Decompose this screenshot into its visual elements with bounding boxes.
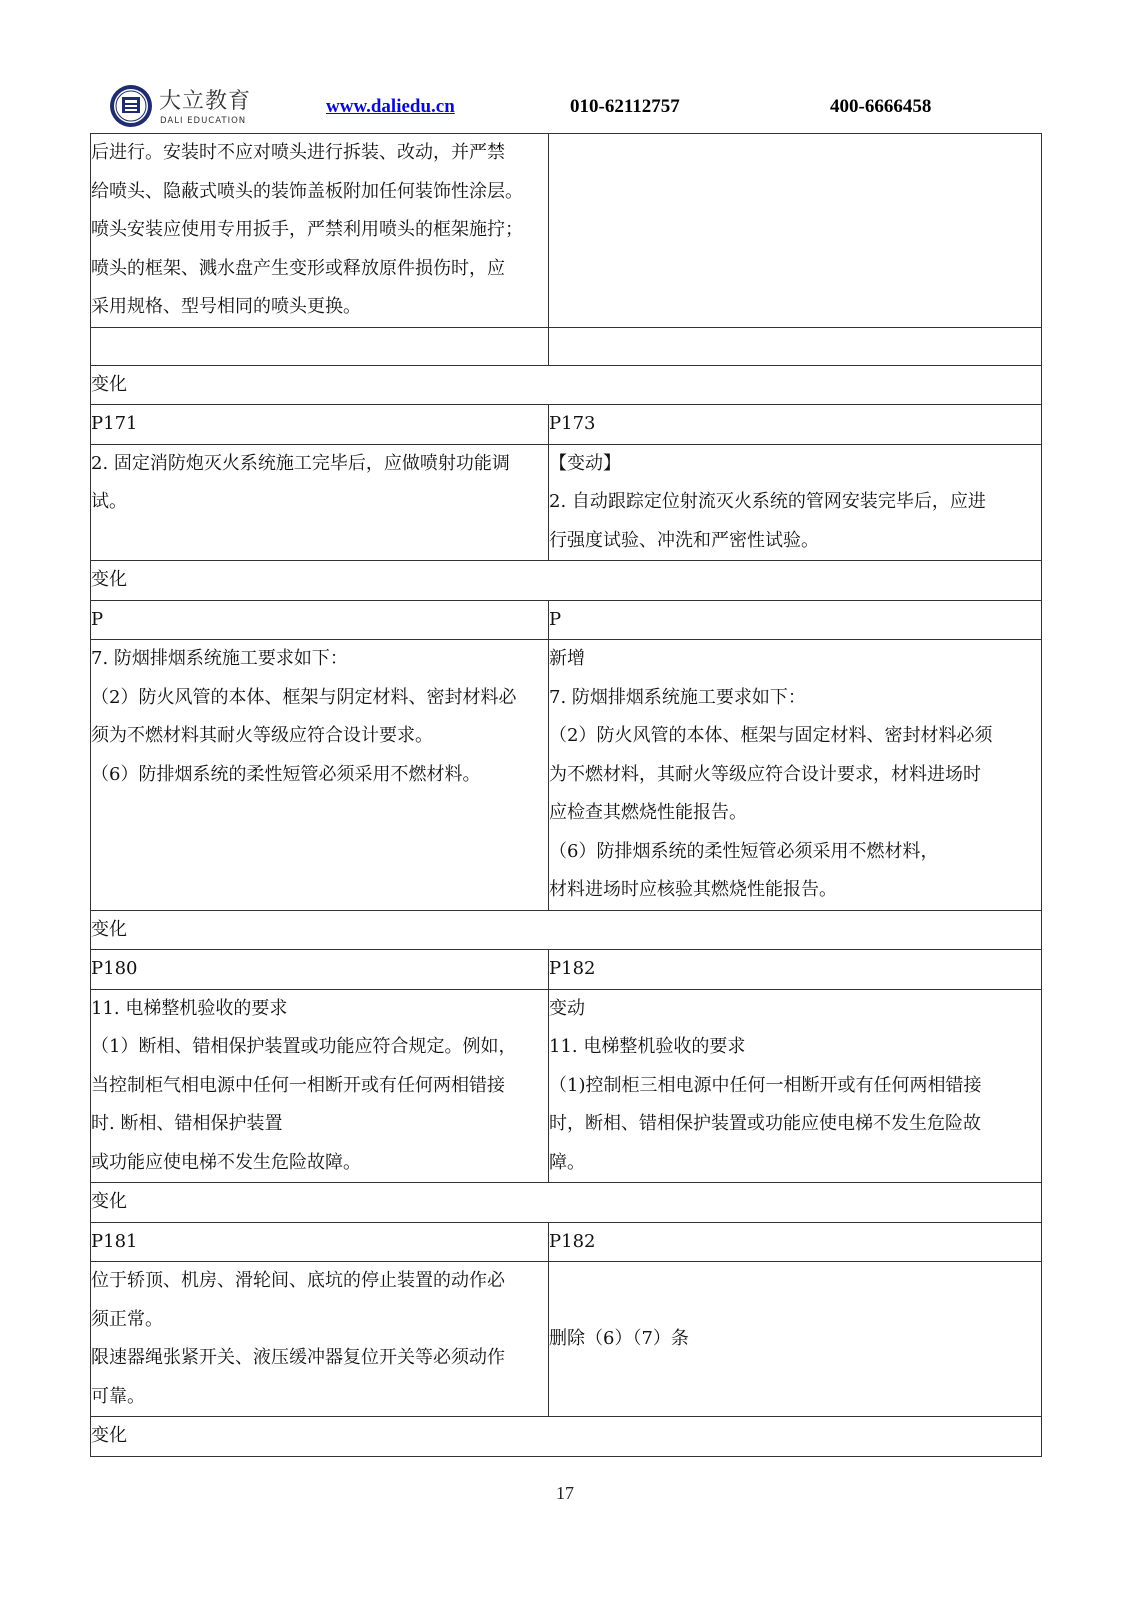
text-line: （6）防排烟系统的柔性短管必须采用不燃材料。 bbox=[91, 763, 481, 785]
old-page-ref: P181 bbox=[91, 1222, 549, 1262]
text-line: （2）防火风管的本体、框架与阴定材料、密封材料必 bbox=[91, 686, 517, 708]
text-line: 障。 bbox=[549, 1151, 585, 1173]
new-text-cell bbox=[549, 1262, 1042, 1417]
empty-cell bbox=[91, 327, 549, 365]
logo-english-name: DALI EDUCATION bbox=[160, 116, 247, 126]
section-label-row bbox=[91, 365, 1042, 405]
page-number: 17 bbox=[556, 1483, 574, 1503]
text-line: 须为不燃材料其耐火等级应符合设计要求。 bbox=[91, 725, 433, 746]
new-text-cell bbox=[549, 989, 1042, 1183]
old-text-cell bbox=[91, 1262, 549, 1417]
logo-chinese-name: 大立教育 bbox=[159, 89, 252, 114]
text-line: 须正常。 bbox=[91, 1308, 163, 1330]
new-text-cell bbox=[549, 444, 1042, 561]
text-line: 行强度试验、冲洗和严密性试验。 bbox=[549, 529, 819, 551]
text-line: （1)控制柜三相电源中任何一相断开或有任何两相错接 bbox=[549, 1074, 982, 1096]
old-text-cell bbox=[91, 134, 549, 328]
text-line: 变动 bbox=[549, 997, 585, 1019]
page-ref-row bbox=[91, 405, 1042, 445]
new-page-ref: P bbox=[549, 600, 1042, 640]
table-row bbox=[91, 444, 1042, 561]
text-line: 应检查其燃烧性能报告。 bbox=[549, 802, 747, 823]
text-line: 时. 断相、错相保护装置 bbox=[91, 1113, 283, 1134]
old-text-cell bbox=[91, 989, 549, 1183]
table-row bbox=[91, 1262, 1042, 1417]
text-line: 或功能应使电梯不发生危险故障。 bbox=[91, 1151, 361, 1173]
text-line: 11. 电梯整机验收的要求 bbox=[91, 997, 288, 1019]
text-line: 试。 bbox=[91, 491, 127, 512]
phone-number-hotline: 400-6666458 bbox=[830, 96, 932, 117]
new-text-cell bbox=[549, 640, 1042, 911]
text-line: 位于轿顶、机房、滑轮间、底坑的停止装置的动作必 bbox=[91, 1270, 505, 1291]
text-line: 删除（6）（7）条 bbox=[549, 1327, 689, 1349]
text-line: 7. 防烟排烟系统施工要求如下： bbox=[91, 648, 348, 669]
page-ref-row bbox=[91, 1222, 1042, 1262]
website-link[interactable]: www.daliedu.cn bbox=[326, 96, 455, 117]
table-row bbox=[91, 327, 1042, 365]
text-line: 11. 电梯整机验收的要求 bbox=[549, 1036, 746, 1057]
old-page-ref: P171 bbox=[91, 405, 549, 445]
text-line: （1）断相、错相保护装置或功能应符合规定。例如， bbox=[91, 1036, 517, 1057]
page-ref-row bbox=[91, 600, 1042, 640]
phone-number-primary: 010-62112757 bbox=[570, 96, 680, 117]
empty-cell bbox=[549, 327, 1042, 365]
text-line: 后进行。安装时不应对喷头进行拆装、改动，并严禁 bbox=[91, 142, 505, 163]
change-label: 变化 bbox=[91, 910, 1042, 950]
change-label: 变化 bbox=[91, 561, 1042, 601]
table-row bbox=[91, 134, 1042, 328]
text-line: 7. 防烟排烟系统施工要求如下： bbox=[549, 686, 806, 708]
text-line: 2. 自动跟踪定位射流灭火系统的管网安装完毕后，应进 bbox=[549, 491, 986, 512]
section-label-row bbox=[91, 561, 1042, 601]
text-line: 限速器绳张紧开关、液压缓冲器复位开关等必须动作 bbox=[91, 1347, 505, 1368]
text-line: 喷头的框架、溅水盘产生变形或释放原件损伤时，应 bbox=[91, 257, 505, 279]
text-line: 喷头安装应使用专用扳手，严禁利用喷头的框架施拧； bbox=[91, 219, 523, 240]
change-label: 变化 bbox=[91, 1183, 1042, 1223]
section-label-row bbox=[91, 1417, 1042, 1457]
new-text-cell bbox=[549, 134, 1042, 328]
table-row bbox=[91, 640, 1042, 911]
new-page-ref: P173 bbox=[549, 405, 1042, 445]
new-page-ref: P182 bbox=[549, 950, 1042, 990]
text-line: （6）防排烟系统的柔性短管必须采用不燃材料， bbox=[549, 840, 939, 862]
text-line: 新增 bbox=[549, 648, 585, 669]
old-text-cell bbox=[91, 640, 549, 911]
section-label-row bbox=[91, 910, 1042, 950]
text-line: 为不燃材料，其耐火等级应符合设计要求，材料进场时 bbox=[549, 763, 981, 785]
old-text-cell bbox=[91, 444, 549, 561]
section-label-row bbox=[91, 1183, 1042, 1223]
page-header bbox=[105, 78, 1045, 134]
old-page-ref: P bbox=[91, 600, 549, 640]
comparison-table bbox=[90, 133, 1042, 1457]
text-line: 时，断相、错相保护装置或功能应使电梯不发生危险故 bbox=[549, 1113, 981, 1134]
text-line: 给喷头、隐蔽式喷头的装饰盖板附加任何装饰性涂层。 bbox=[91, 180, 523, 202]
change-label: 变化 bbox=[91, 1417, 1042, 1457]
text-line: 采用规格、型号相同的喷头更换。 bbox=[91, 296, 361, 317]
old-page-ref: P180 bbox=[91, 950, 549, 990]
text-line: （2）防火风管的本体、框架与固定材料、密封材料必须 bbox=[549, 725, 993, 746]
text-line: 2. 固定消防炮灭火系统施工完毕后，应做喷射功能调 bbox=[91, 452, 510, 474]
change-label: 变化 bbox=[91, 365, 1042, 405]
table-row bbox=[91, 989, 1042, 1183]
dali-seal-icon bbox=[109, 84, 153, 128]
text-line: 【变动】 bbox=[549, 452, 621, 474]
text-line: 可靠。 bbox=[91, 1385, 145, 1407]
text-line: 材料进场时应核验其燃烧性能报告。 bbox=[549, 879, 837, 900]
new-page-ref: P182 bbox=[549, 1222, 1042, 1262]
text-line: 当控制柜气相电源中任何一相断开或有任何两相错接 bbox=[91, 1074, 505, 1096]
dali-education-logo bbox=[105, 82, 265, 132]
page-ref-row bbox=[91, 950, 1042, 990]
